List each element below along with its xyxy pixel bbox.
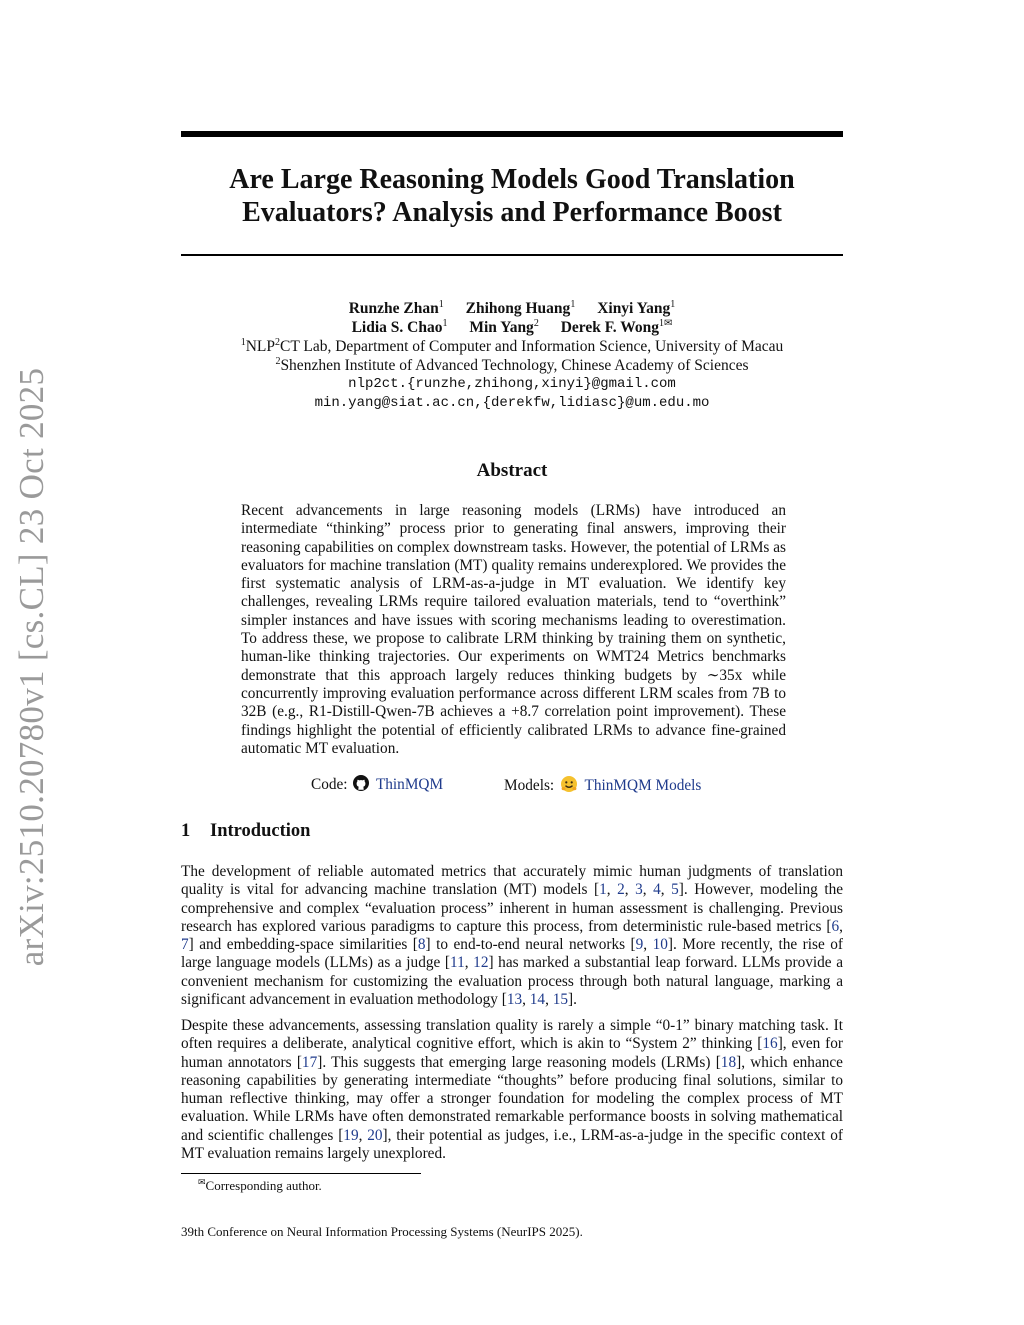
abstract-text: Recent advancements in large reasoning models (LRMs) have introduced an intermediate “thinking” process prior to generating final answers, improving their reasoning capabilities on complex downstream tasks. However, the potential of LRMs as evaluators for machine translation (MT) quality remains underexplored. We provides the first systematic analysis of LRM-as-a-judge in MT evaluation. We identify key challenges, revealing LRMs require tailored evaluation materials, tend to “overthink” simpler instances and have issues with scoring mechanisms leading to overestimation. To address these, we propose to calibrate LRM thinking by training them on synthetic, human-like thinking trajectories. Our experiments on WMT24 Metrics benchmarks demonstrate that this approach largely reduces thinking budgets by ∼35x while concurrently improving evaluation performance across different LRM scales from 7B to 32B (e.g., R1-Distill-Qwen-7B achieves a +8.7 correlation point improvement). These findings highlight the potential of efficiently calibrated LRMs to advance fine-grained automatic MT evaluation. — [241, 502, 786, 757]
arxiv-side-stamp — [2, 367, 62, 967]
author: Lidia S. Chao$^1$ — [351, 318, 448, 336]
affiliation: $^2$Shenzhen Institute of Advanced Technology, Chinese Academy of Sciences — [275, 356, 749, 374]
citation-link[interactable]: 12 — [473, 954, 489, 972]
author: Runzhe Zhan$^1$ — [348, 299, 444, 317]
citation-link[interactable]: 13 — [506, 991, 523, 1009]
citation-link[interactable]: 16 — [762, 1035, 778, 1053]
citation-link[interactable]: 14 — [529, 991, 546, 1009]
paragraph-text: ]. This suggests that emerging large reasoning models (LRMs) [ — [317, 1053, 721, 1071]
author-line — [181, 318, 843, 337]
intro-paragraph — [181, 863, 843, 1009]
title-line: Evaluators? Analysis and Performance Boost — [242, 197, 782, 228]
section-heading — [181, 821, 310, 842]
footnote-rule — [181, 1173, 421, 1174]
paragraph-text: ]. — [568, 991, 577, 1009]
paragraph-text: , — [624, 881, 636, 899]
huggingface-icon — [560, 775, 578, 793]
paragraph-text: , — [839, 917, 843, 935]
paragraph-text: ] to end-to-end neural networks [ — [425, 936, 636, 954]
paragraph-text: ], which enhance reasoning capabilities by generating intermediate “thoughts” before producing final solutions, similar to human reflective thinking, may offer a stronger foundation for modeling the complex process of MT evaluation. While LRMs have often demonstrated remarkable performance boosts in solving mathematical and scientific challenges [ — [181, 1053, 843, 1144]
paper-title — [181, 163, 843, 229]
paragraph-text: , — [545, 991, 553, 1009]
intro-paragraph — [181, 1017, 843, 1163]
author-corresponding: Derek F. Wong$^{1✉}$ — [560, 318, 673, 336]
code-link-row — [311, 775, 443, 794]
footnote-mark: ✉ — [198, 1177, 206, 1187]
citation-link[interactable]: 10 — [652, 936, 668, 954]
citation-link[interactable]: 2 — [617, 881, 625, 899]
citation-link[interactable]: 8 — [417, 936, 426, 954]
citation-link[interactable]: 17 — [301, 1053, 318, 1071]
paragraph-text: The development of reliable automated metrics that accurately mimic human judgments of translation quality is vital for advancing machine translation (MT) models [ — [181, 863, 843, 899]
paragraph-text: , — [606, 881, 618, 899]
email-line: min.yang@siat.ac.cn,{derekfw,lidiasc}@um.edu.mo — [314, 395, 710, 411]
paragraph-text: , — [522, 991, 530, 1009]
paragraph-text: , — [660, 881, 672, 899]
paragraph-text: , — [358, 1126, 368, 1144]
title-rule-top — [181, 131, 843, 137]
paragraph-text: ] and embedding-space similarities [ — [188, 936, 418, 954]
author: Xinyi Yang$^1$ — [597, 299, 676, 317]
github-icon — [353, 775, 369, 791]
section-title: Introduction — [210, 821, 311, 841]
abstract-heading: Abstract — [476, 460, 548, 481]
models-link-row — [504, 775, 701, 795]
title-line: Are Large Reasoning Models Good Translation — [229, 164, 795, 195]
paragraph-text: , — [643, 936, 653, 954]
paragraph-text: ] has marked a substantial leap forward. LLMs provide a convenient mechanism for customizing the evaluation process through both natural language, marking a significant advancement in evaluation methodology [ — [181, 954, 843, 1009]
arxiv-identifier: arXiv:2510.20780v1 [cs.CL] 23 Oct 2025 — [12, 367, 51, 967]
citation-link[interactable]: 5 — [671, 881, 679, 899]
title-rule-bottom — [181, 254, 843, 256]
citation-link[interactable]: 15 — [552, 991, 569, 1009]
affiliation: $^1$NLP$^2$CT Lab, Department of Computer and Information Science, University of Macau — [240, 337, 784, 355]
paragraph-text: , — [642, 881, 654, 899]
author-line — [181, 299, 843, 318]
citation-link[interactable]: 19 — [343, 1126, 359, 1144]
code-repo-link[interactable]: ThinMQM — [375, 776, 444, 793]
footnote — [198, 1178, 322, 1194]
paragraph-text: ]. However, modeling the comprehensive and complex “evaluation process” inherent in human assessment is challenging. Previous research has explored various paradigms to capture this process, from deterministic rule-based metrics [ — [181, 881, 844, 935]
paragraph-text: , — [464, 954, 474, 972]
citation-link[interactable]: 9 — [635, 936, 644, 954]
email-line: nlp2ct.{runzhe,zhihong,xinyi}@gmail.com — [348, 376, 676, 392]
paragraph-text: ], even for human annotators [ — [181, 1035, 843, 1071]
citation-link[interactable]: 20 — [367, 1126, 383, 1144]
citation-link[interactable]: 18 — [720, 1053, 737, 1071]
citation-link[interactable]: 6 — [831, 917, 840, 935]
code-label: Code: — [311, 776, 348, 793]
author: Zhihong Huang$^1$ — [465, 299, 576, 317]
venue-line: 39th Conference on Neural Information Processing Systems (NeurIPS 2025). — [181, 1224, 583, 1239]
paragraph-text: ]. More recently, the rise of large language models (LLMs) as a judge [ — [181, 936, 843, 972]
citation-link[interactable]: 7 — [181, 936, 189, 954]
models-label: Models: — [504, 777, 555, 794]
paragraph-text: Despite these advancements, assessing translation quality is rarely a simple “0-1” binary matching task. It often requires a deliberate, analytical cognitive effort, which is akin to “System 2” thinking [ — [181, 1017, 843, 1053]
citation-link[interactable]: 3 — [635, 881, 643, 899]
author: Min Yang$^2$ — [469, 318, 539, 336]
citation-link[interactable]: 1 — [599, 881, 607, 899]
citation-link[interactable]: 4 — [653, 881, 661, 899]
author-block — [181, 299, 843, 413]
footnote-text: Corresponding author. — [205, 1178, 322, 1193]
paragraph-text: ], their potential as judges, i.e., LRM-as-a-judge in the specific context of MT evaluation remains largely unexplored. — [181, 1126, 844, 1163]
section-number: 1 — [181, 821, 191, 841]
citation-link[interactable]: 11 — [450, 954, 465, 972]
models-link[interactable]: ThinMQM Models — [584, 777, 702, 794]
